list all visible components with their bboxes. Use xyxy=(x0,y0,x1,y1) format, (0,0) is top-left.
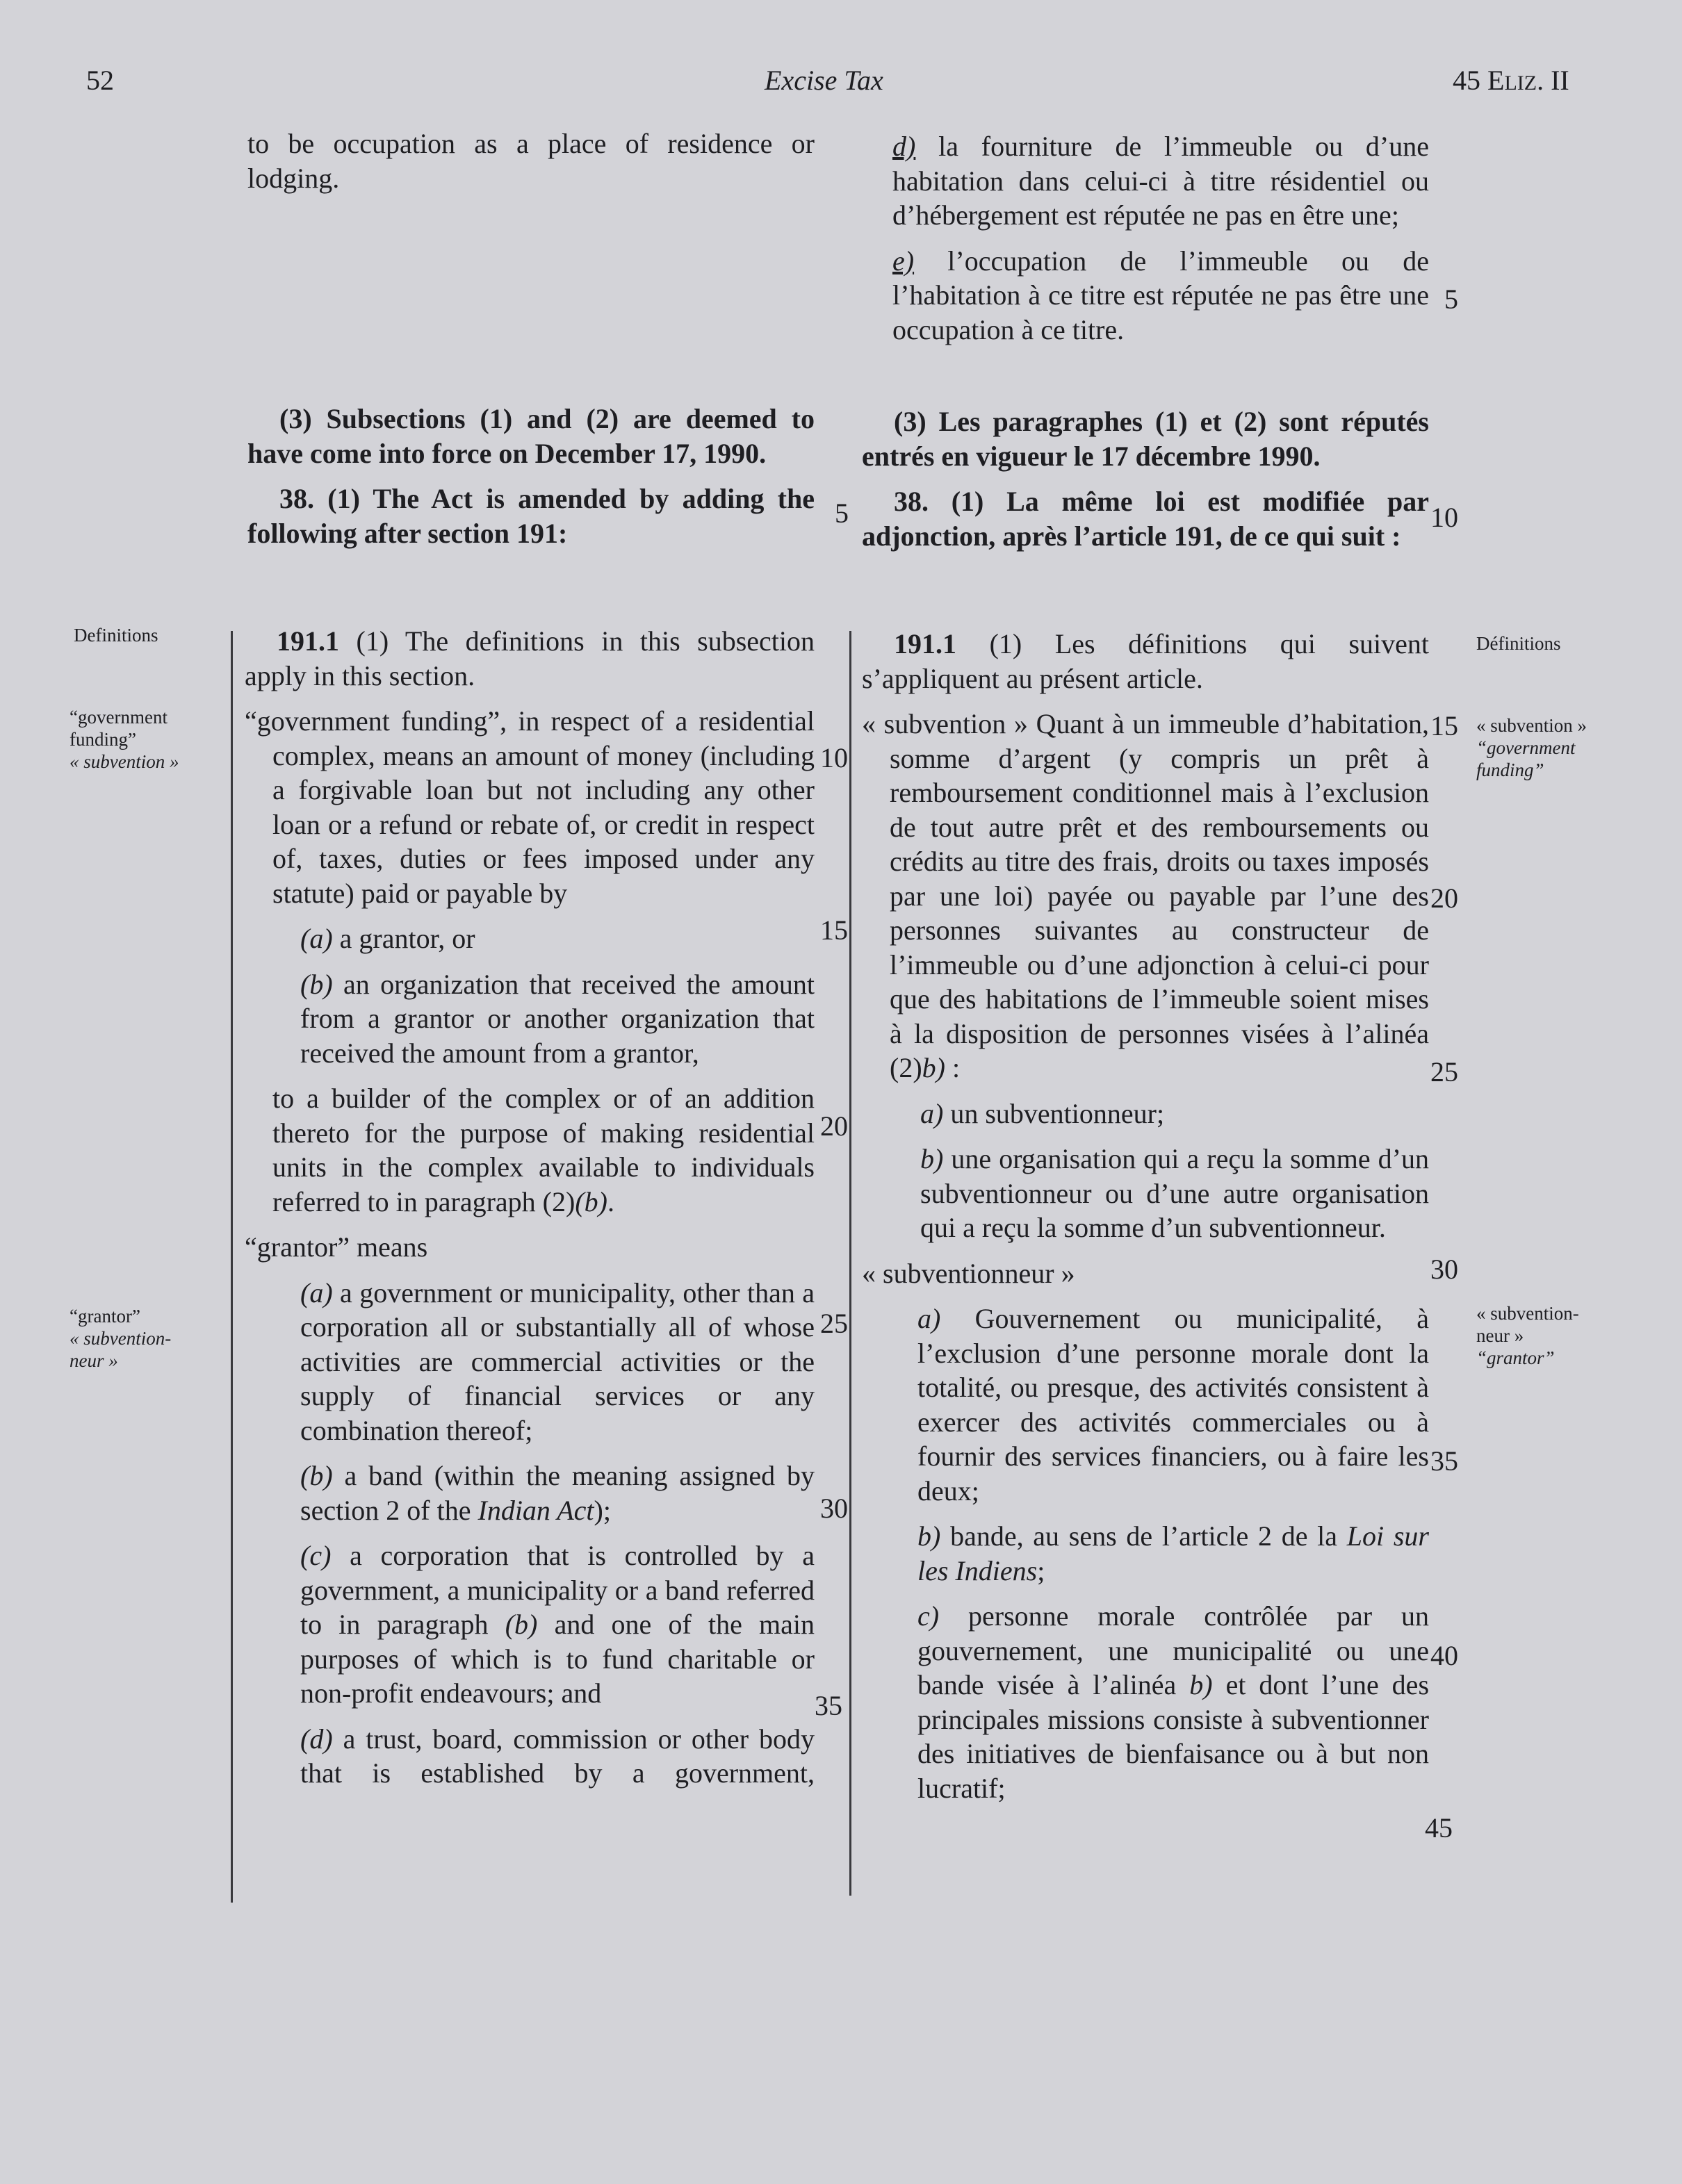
english-column-mid xyxy=(247,402,815,550)
grantor-item-d: (d) a trust, board, commission or other body that is established by a government, xyxy=(300,1723,815,1789)
line-number: 20 xyxy=(820,1110,848,1142)
section-191-1-en: 191.1 (1) The definitions in this subsection apply in this section. xyxy=(245,625,815,691)
margin-note-subventionneur: « subvention- neur » “grantor” xyxy=(1476,1303,1579,1368)
left-column-rule xyxy=(231,631,233,1903)
definition-subvention: « subvention » Quant à un immeuble d’habitation, somme d’argent (y compris un prêt à remboursement conditionnel mais à l’exclusion de tout autre prêt et des remboursements ou crédits au titre des frais, droits ou taxes imposés par une loi) payée ou payable par l’une des personnes suivantes au constructeur de l’immeuble ou d’une adjonction à celui-ci pour que des habitations de l’immeuble soient mises à la disposition de personnes visées à l’alinéa (2)b) : xyxy=(862,708,1429,1083)
margin-note-definitions: Definitions xyxy=(74,625,158,646)
fr-item-e: e) l’occupation de l’immeuble ou de l’habitation à ce titre est réputée ne pas être une occupation à ce titre. xyxy=(892,245,1429,345)
line-number: 40 xyxy=(1430,1640,1458,1671)
section-38-en: 38. (1) The Act is amended by adding the following after section 191: xyxy=(247,483,815,549)
continuation-paragraph: to be occupation as a place of residence or lodging. xyxy=(247,128,815,194)
line-number: 20 xyxy=(1430,882,1458,914)
line-number: 10 xyxy=(1430,502,1458,533)
definition-subventionneur: « subventionneur » xyxy=(862,1257,1075,1289)
line-number: 30 xyxy=(1430,1254,1458,1285)
subsection-3-fr: (3) Les paragraphes (1) et (2) sont réputés entrés en vigueur le 17 décembre 1990. xyxy=(862,406,1429,472)
line-number: 35 xyxy=(1430,1445,1458,1477)
section-191-1-fr: 191.1 (1) Les définitions qui suivent s’appliquent au présent article. xyxy=(862,628,1430,694)
subventionneur-item-a: a) Gouvernement ou municipalité, à l’exclusion d’une personne morale dont la totalité, ou presque, des activités consistent à exercer des activités commerciales ou à fournir des services financiers, ou à faire les deux; xyxy=(917,1303,1430,1506)
line-number: 15 xyxy=(1430,710,1458,741)
line-number: 25 xyxy=(820,1308,848,1339)
definition-grantor: “grantor” means xyxy=(245,1231,428,1263)
margin-note-grantor: “grantor” « subvention- neur » xyxy=(70,1306,172,1371)
section-38-fr: 38. (1) La même loi est modifiée par adjonction, après l’article 191, de ce qui suit : xyxy=(862,486,1429,552)
grantor-item-c: (c) a corporation that is controlled by a government, a municipality or a band referred to in paragraph (b) and one of the main purposes of which is to fund charitable or non-profit endeavours; and xyxy=(300,1540,815,1709)
margin-note-definitions-fr: Définitions xyxy=(1476,633,1561,654)
line-number: 35 xyxy=(815,1690,842,1721)
grantor-item-b: (b) a band (within the meaning assigned by section 2 of the Indian Act); xyxy=(300,1460,815,1526)
french-column-mid xyxy=(862,404,1429,553)
line-number: 25 xyxy=(1430,1056,1458,1087)
page-number: 52 xyxy=(86,65,114,96)
subventionneur-item-c: c) personne morale contrôlée par un gouvernement, une municipalité ou une bande visée à l’alinéa b) et dont l’une des principales missions consiste à subventionner des initiatives de bienfaisance ou à but non lucratif; xyxy=(917,1600,1430,1804)
definition-government-funding: “government funding”, in respect of a residential complex, means an amount of money (including a forgivable loan but not including any other loan or a refund or rebate of, or credit in respect of, taxes, duties or fees imposed under any statute) paid or payable by xyxy=(245,705,815,909)
line-number: 5 xyxy=(1444,284,1458,315)
subventionneur-item-b: b) bande, au sens de l’article 2 de la Loi sur les Indiens; xyxy=(917,1520,1430,1586)
running-title: Excise Tax xyxy=(765,65,883,96)
line-number: 30 xyxy=(820,1493,848,1524)
grantor-item-a: (a) a government or municipality, other than a corporation all or substantially all of whose activities are commercial activities or the supply of financial services or any combination thereof; xyxy=(300,1276,815,1446)
subsection-3-en: (3) Subsections (1) and (2) are deemed to have come into force on December 17, 1990. xyxy=(247,403,815,469)
gf-item-a: (a) a grantor, or xyxy=(300,923,475,954)
subvention-item-a: a) un subventionneur; xyxy=(920,1097,1165,1129)
center-column-rule xyxy=(849,631,851,1896)
english-definitions xyxy=(245,624,815,1791)
line-number: 10 xyxy=(820,742,848,773)
gf-tail: to a builder of the complex or of an addition thereto for the purpose of making residential units in the complex available to individuals referred to in paragraph (2)(b). xyxy=(272,1083,815,1217)
french-definitions xyxy=(862,627,1429,1805)
gf-item-b: (b) an organization that received the amount from a grantor or another organization that received the amount from a grantor, xyxy=(300,968,815,1069)
subvention-item-b: b) une organisation qui a reçu la somme d’un subventionneur ou d’une autre organisation qui a reçu la somme d’un subventionneur. xyxy=(920,1143,1429,1243)
line-number: 45 xyxy=(1425,1812,1453,1844)
french-column-top xyxy=(862,129,1429,347)
margin-note-government-funding: “government funding” « subvention » xyxy=(70,707,179,772)
line-number: 5 xyxy=(835,498,849,529)
english-column xyxy=(247,126,815,195)
fr-item-d: d) la fourniture de l’immeuble ou d’une habitation dans celui-ci à titre résidentiel ou d’hébergement est réputée ne pas en être une; xyxy=(892,131,1430,231)
edition-label: 45 ELIZ. II xyxy=(1453,65,1569,96)
line-number: 15 xyxy=(820,914,848,946)
margin-note-subvention: « subvention » “government funding” xyxy=(1476,715,1587,780)
